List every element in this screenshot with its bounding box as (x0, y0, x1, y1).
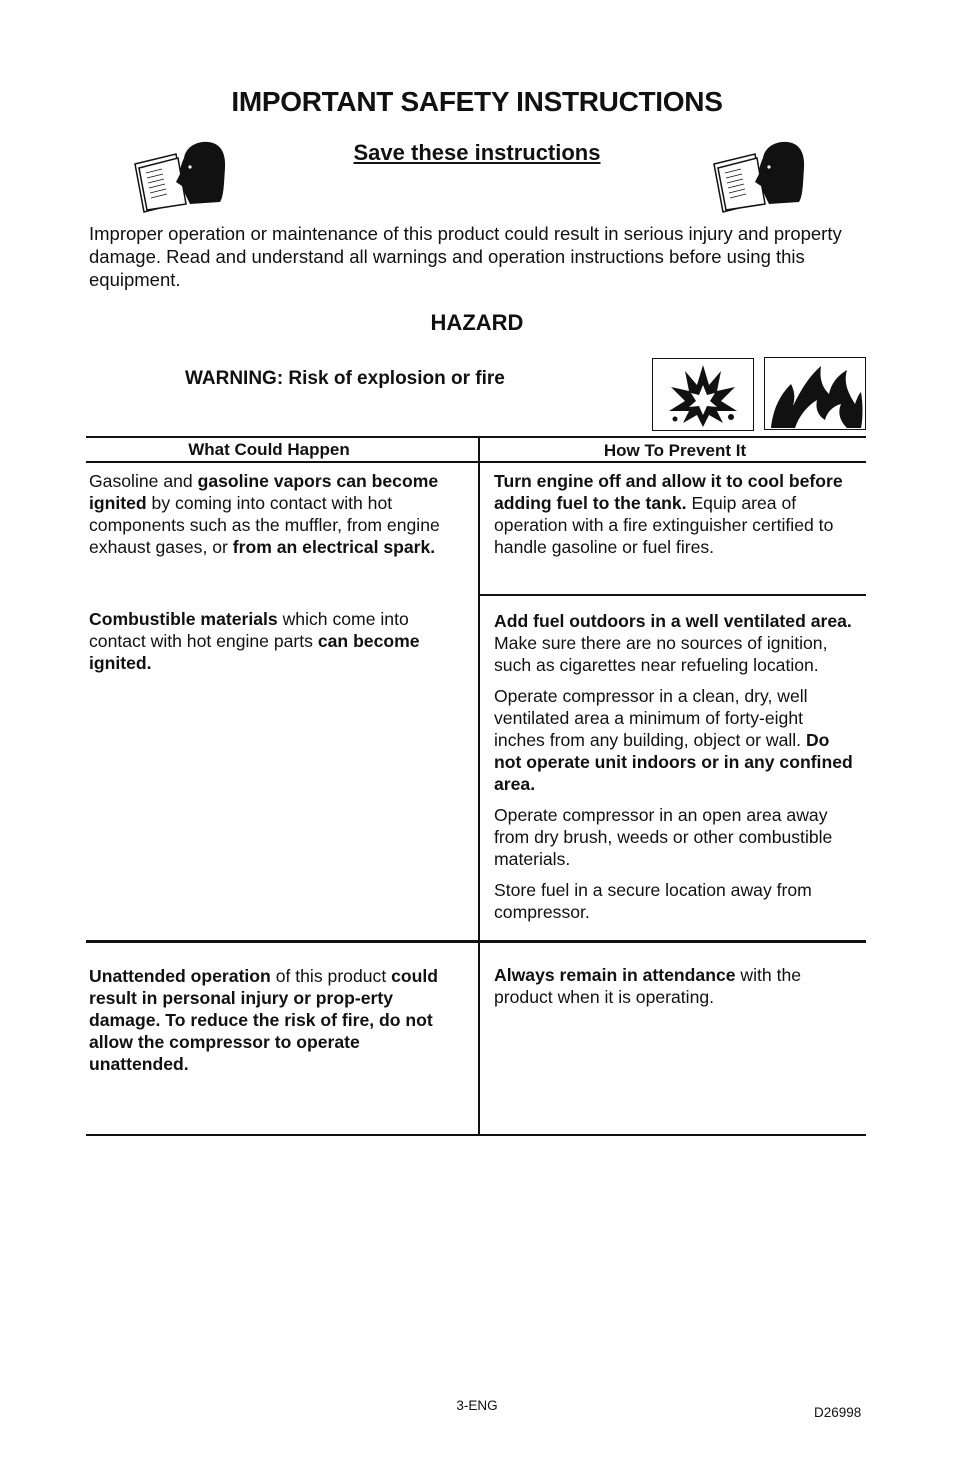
column-header-how: How To Prevent It (603, 441, 747, 460)
column-header-what: What Could Happen (188, 440, 350, 459)
cell-paragraph (89, 965, 461, 1075)
person-reading-manual-icon (711, 140, 807, 216)
bold-text: Unattended operation (89, 966, 271, 986)
table-header-rule (86, 461, 866, 463)
bold-text: could result in personal injury or prop-erty damage. To reduce the risk of fire, do not allow the compressor to operate unattended. (89, 966, 439, 1074)
bold-text: Always remain in attendance (494, 965, 736, 985)
page-number: 3-ENG (456, 1398, 498, 1413)
cell-paragraph (494, 470, 854, 558)
text: of this product (270, 966, 392, 986)
cell-paragraph (89, 608, 459, 674)
cell-paragraph (494, 610, 856, 676)
row-divider (86, 940, 866, 943)
table-row-1-what (89, 470, 459, 558)
cell-paragraph (89, 470, 459, 558)
bold-text: Combustible materials (89, 609, 278, 629)
warning-text: WARNING: Risk of explosion or fire (185, 368, 505, 389)
cell-paragraph (494, 685, 856, 795)
cell-paragraph (494, 964, 854, 1008)
table-row-3-what (89, 965, 461, 1075)
text: Store fuel in a secure location away from compressor. (494, 880, 812, 922)
text: by coming into contact with hot components such as the muffler, from engine exhaust gases, or (89, 493, 440, 557)
explosion-pictogram (652, 358, 754, 431)
text: Gasoline and (89, 471, 198, 491)
bold-text: gasoline vapors can become ignited (89, 471, 439, 513)
text: Make sure there are no sources of ignition, such as cigarettes near refueling location. (494, 633, 828, 675)
row-divider (478, 594, 866, 596)
bold-text: Turn engine off and allow it to cool before adding fuel to the tank. (494, 471, 843, 513)
table-row-2-what (89, 608, 459, 674)
bold-text: Do not operate unit indoors or in any confined area. (494, 730, 853, 794)
bold-text: Add fuel outdoors in a well ventilated area. (494, 611, 852, 631)
document-code: D26998 (814, 1405, 862, 1420)
column-divider (478, 436, 480, 1136)
fire-pictogram (764, 357, 866, 430)
fire-icon (765, 358, 865, 429)
table-row-1-how (494, 470, 854, 558)
table-top-rule (86, 436, 866, 438)
page-title: IMPORTANT SAFETY INSTRUCTIONS (231, 86, 723, 117)
text: Equip area of operation with a fire extinguisher certified to handle gasoline or fuel fires. (494, 493, 834, 557)
hazard-heading: HAZARD (430, 310, 524, 335)
table-row-3-how (494, 964, 854, 1008)
cell-paragraph (494, 804, 856, 870)
bold-text: can become ignited. (89, 631, 420, 673)
explosion-icon (653, 359, 753, 430)
text: Operate compressor in a clean, dry, well ventilated area a minimum of forty-eight inches from any building, object or wall. (494, 686, 808, 750)
bold-text: from an electrical spark. (232, 537, 436, 557)
text: with the product when it is operating. (494, 965, 802, 1007)
intro-paragraph: Improper operation or maintenance of this product could result in serious injury and property damage. Read and understand all warnings and operation instructions before using this equipment. (89, 223, 842, 290)
table-row-2-how (494, 610, 856, 923)
page-subtitle: Save these instructions (353, 140, 601, 165)
text: Operate compressor in an open area away from dry brush, weeds or other combustible materials. (494, 805, 833, 869)
cell-paragraph (494, 879, 856, 923)
text: which come into contact with hot engine parts (89, 609, 409, 651)
table-bottom-rule (86, 1134, 866, 1136)
